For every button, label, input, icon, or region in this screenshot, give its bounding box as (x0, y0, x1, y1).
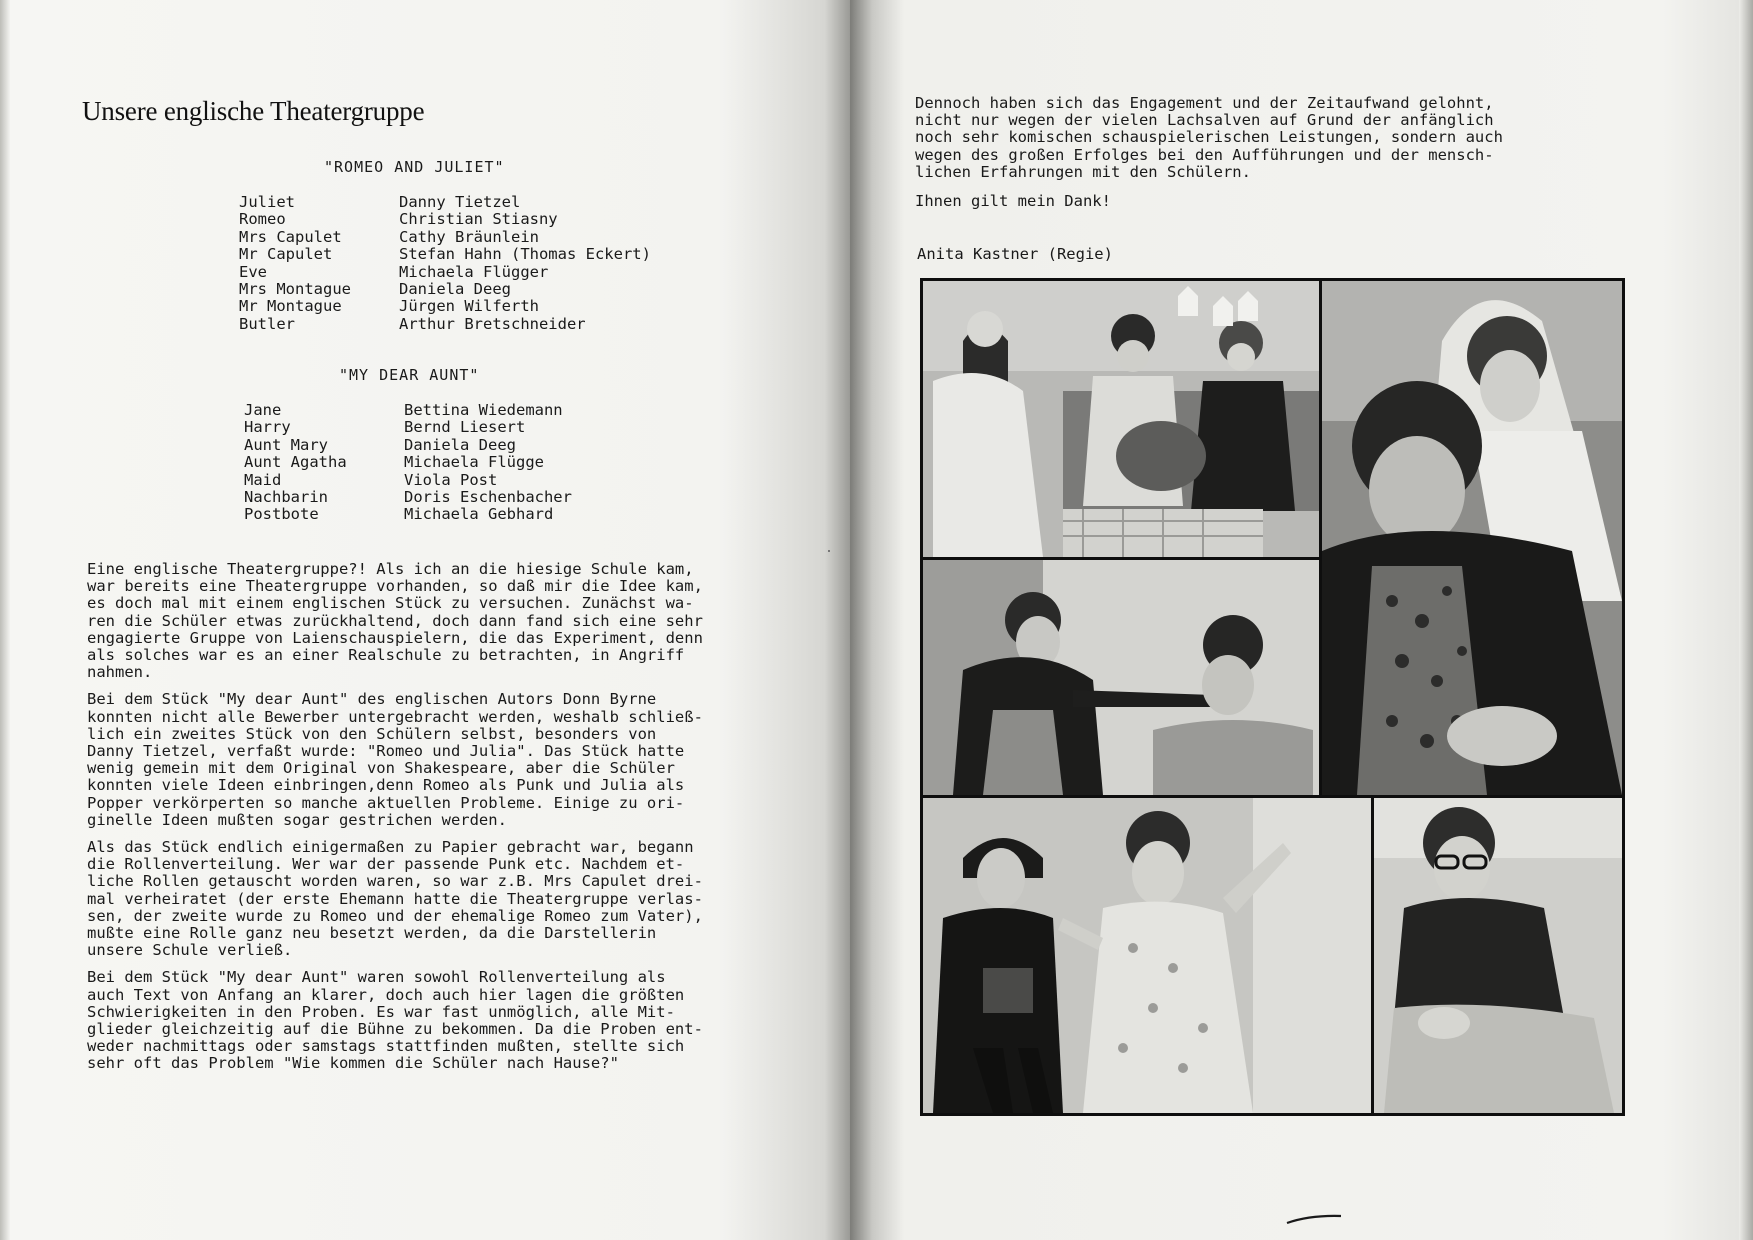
cast-role: Harry (244, 418, 291, 437)
cast-list-my-dear-aunt (244, 402, 572, 524)
cast-row (239, 229, 651, 246)
photo-sofa-scene-image (923, 281, 1319, 557)
paragraph: Ihnen gilt mein Dank! (915, 192, 1111, 211)
cast-actor: Viola Post (404, 470, 498, 489)
cast-actor: Stefan Hahn (Thomas Eckert) (399, 245, 651, 264)
play-title-romeo-and-juliet: "ROMEO AND JULIET" (324, 158, 505, 176)
cast-row (244, 437, 572, 454)
cast-row (244, 489, 572, 506)
cast-row (244, 419, 572, 436)
cast-row (239, 194, 651, 211)
pen-mark (1285, 1213, 1343, 1225)
cast-role: Postbote (244, 505, 319, 524)
article-body (87, 561, 807, 1083)
photo-punk-closeup-image (1322, 281, 1622, 795)
page-edge (1739, 0, 1753, 1240)
cast-row (244, 472, 572, 489)
cast-actor: Bernd Liesert (404, 418, 526, 437)
left-page (0, 0, 850, 1240)
paragraph: Als das Stück endlich einigermaßen zu Papier gebracht war, begann die Rollenverteilung. Wer war der passende Punk etc. Nachdem et- liche Rollen getauscht worden waren, so war z.B. Mrs Capulet drei- mal verheiratet (der erste Ehemann hatte die Theatergruppe verlas- sen, der zweite wurde zu Romeo und der ehemalige Romeo zum Vater), mußte eine Rolle ganz neu besetzt werden, da die Darstellerin unsere Schule verließ. (87, 838, 703, 960)
cast-role: Mr Montague (239, 297, 342, 316)
cast-actor: Michaela Gebhard (404, 505, 554, 524)
cast-actor: Danny Tietzel (399, 193, 521, 211)
signature: Anita Kastner (Regie) (917, 245, 1113, 263)
speck (828, 550, 830, 552)
photo-man-with-glasses (1374, 798, 1622, 1113)
cast-role: Aunt Mary (244, 435, 328, 454)
closing-text (915, 95, 1615, 220)
photo-two-women-image (923, 798, 1371, 1113)
cast-actor: Jürgen Wilferth (399, 297, 539, 316)
cast-actor: Michaela Flügger (399, 262, 549, 281)
cast-row (239, 246, 651, 263)
paragraph: Eine englische Theatergruppe?! Als ich an die hiesige Schule kam, war bereits eine Theatergruppe vorhanden, so daß mir die Idee kam, es doch mal mit einem englischen Stück zu versuchen. Zunächst wa- ren die Schüler etwas zurückhaltend, doch dann fand sich eine sehr engagierte Gruppe von Laienschauspielern, die das Experiment, denn als solches war es an einer Realschule zu betrachten, in Angriff nahmen. (87, 560, 703, 682)
photo-two-women (923, 798, 1371, 1113)
photo-pointing-scene-image (923, 560, 1319, 795)
cast-role: Mr Capulet (239, 245, 333, 264)
photo-pointing-scene (923, 560, 1319, 795)
cast-role: Mrs Capulet (239, 227, 342, 246)
photo-man-with-glasses-image (1374, 798, 1622, 1113)
cast-role: Romeo (239, 210, 286, 229)
paragraph: Dennoch haben sich das Engagement und der Zeitaufwand gelohnt, nicht nur wegen der vielen Lachsalven auf Grund der anfänglich noch sehr komischen schauspielerischen Leistungen, sondern auch wegen des großen Erfolges bei den Aufführungen und der mensch- lichen Erfahrungen mit den Schülern. (915, 94, 1503, 181)
photo-collage (920, 278, 1625, 1116)
cast-role: Aunt Agatha (244, 453, 347, 472)
cast-actor: Doris Eschenbacher (404, 488, 572, 507)
cast-actor: Christian Stiasny (399, 210, 558, 229)
cast-row (239, 264, 651, 281)
play-title-my-dear-aunt: "MY DEAR AUNT" (339, 366, 480, 384)
paragraph: Bei dem Stück "My dear Aunt" waren sowohl Rollenverteilung als auch Text von Anfang an klarer, doch auch hier lagen die größten Schwierigkeiten in den Proben. Es war fast unmöglich, alle Mit- glieder gleichzeitig auf die Bühne zu bekommen. Da die Proben ent- weder nachmittags oder samstags stattfinden mußten, stellte sich sehr oft das Problem "Wie kommen die Schüler nach Hause?" (87, 968, 703, 1073)
page-edge (0, 0, 10, 1240)
cast-row (239, 211, 651, 228)
cast-row (244, 402, 572, 419)
cast-role: Maid (244, 470, 282, 489)
paragraph: Bei dem Stück "My dear Aunt" des englischen Autors Donn Byrne konnten nicht alle Bewerber untergebracht werden, weshalb schließ- lich ein zweites Stück von den Schülern selbst, besonders von Danny Tietzel, verfaßt wurde: "Romeo und Julia". Das Stück hatte wenig gemein mit dem Original von Shakespeare, aber die Schüler konnten viele Ideen einbringen,denn Romeo als Punk und Julia als Popper verkörperten so manche aktuellen Probleme. Einige zu ori- ginelle Ideen mußten sogar gestrichen werden. (87, 690, 703, 829)
cast-role: Butler (239, 314, 295, 333)
cast-actor: Daniela Deeg (404, 435, 516, 454)
cast-row (239, 316, 651, 333)
cast-row (244, 454, 572, 471)
cast-actor: Daniela Deeg (399, 280, 511, 299)
cast-row (239, 298, 651, 315)
photo-sofa-scene (923, 281, 1319, 557)
cast-actor: Arthur Bretschneider (399, 314, 586, 333)
cast-role: Juliet (239, 193, 295, 211)
cast-role: Eve (239, 262, 267, 281)
cast-row (244, 506, 572, 523)
cast-role: Jane (244, 401, 282, 419)
page-title: Unsere englische Theatergruppe (82, 96, 425, 126)
cast-row (239, 281, 651, 298)
cast-role: Nachbarin (244, 488, 328, 507)
cast-list-romeo-and-juliet (239, 194, 651, 333)
cast-role: Mrs Montague (239, 280, 351, 299)
cast-actor: Michaela Flügge (404, 453, 544, 472)
cast-actor: Bettina Wiedemann (404, 401, 563, 419)
photo-punk-closeup (1322, 281, 1622, 795)
cast-actor: Cathy Bräunlein (399, 227, 539, 246)
